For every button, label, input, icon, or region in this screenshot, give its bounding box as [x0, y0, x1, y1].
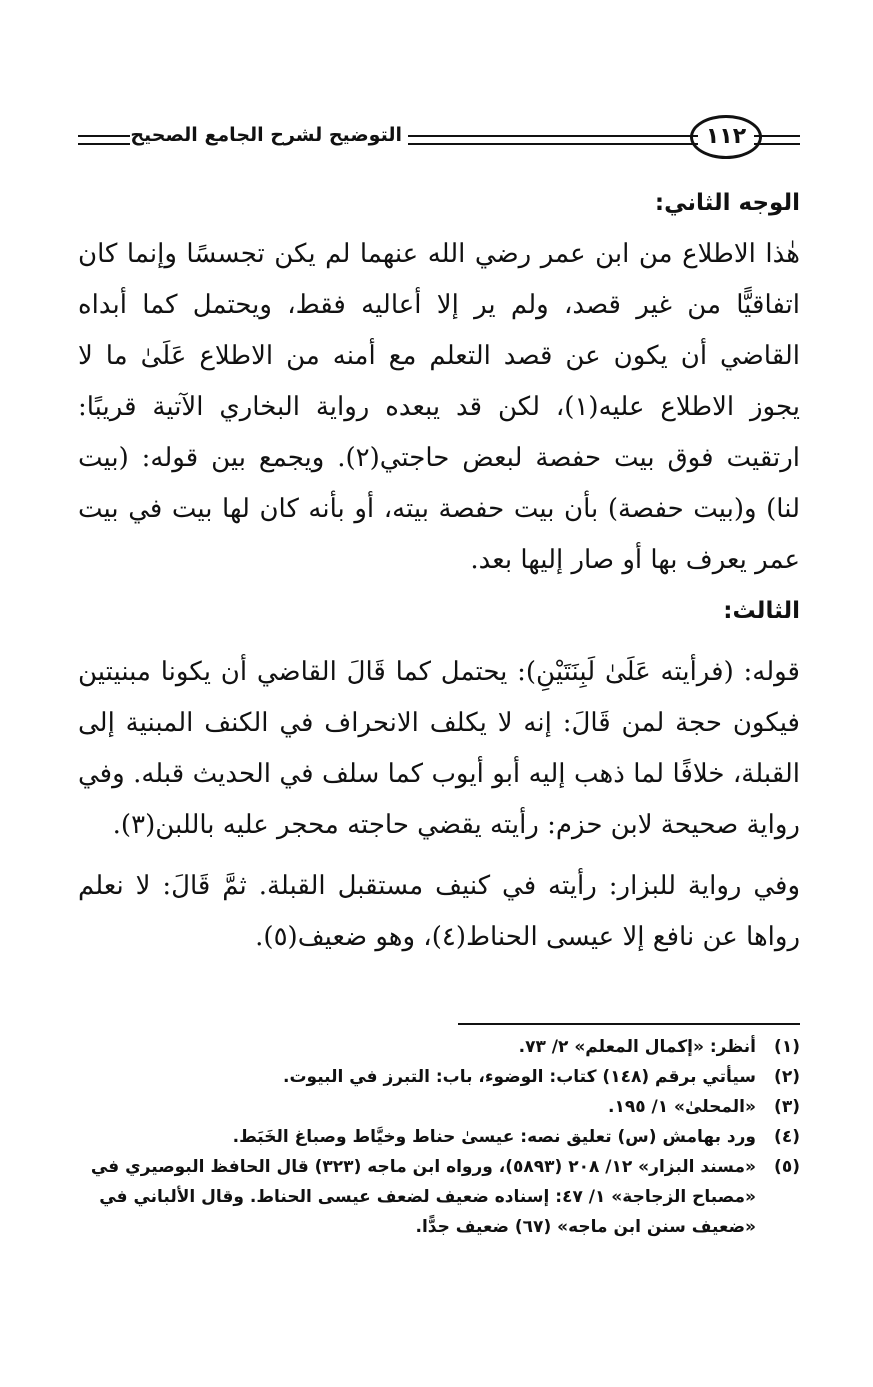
footnotes [78, 1032, 800, 1242]
footnote-number: (١) [774, 1037, 800, 1057]
footnote-5 [78, 1152, 800, 1242]
section-heading-third: الثالث: [723, 598, 800, 624]
footnote-text: «مسند البزار» ١٢/ ٢٠٨ (٥٨٩٣)، ورواه ابن ماجه (٣٢٣) قال الحافظ البوصيري في «مصباح الزجاجة» ١/ ٤٧: إسناده ضعيف لضعف عيسى الحناط. وقال الألباني في «ضعيف سنن ابن ماجه» (٦٧) ضعيف جدًّا. [90, 1157, 756, 1237]
footnote-3 [78, 1092, 800, 1122]
header-rule-middle [408, 135, 698, 145]
running-title: التوضيح لشرح الجامع الصحيح [130, 124, 402, 146]
footnote-4 [78, 1122, 800, 1152]
page-number: ١١٢ [690, 115, 762, 159]
footnote-text: «المحلىٰ» ١/ ١٩٥. [607, 1097, 756, 1117]
main-text [78, 178, 800, 963]
page-header [78, 113, 800, 165]
header-rule-left [78, 135, 130, 145]
section-heading-second-aspect: الوجه الثاني: [654, 190, 800, 216]
footnote-number: (٥) [774, 1157, 800, 1177]
footnote-1 [78, 1032, 800, 1062]
paragraph-third: قوله: (فرأيته عَلَىٰ لَبِنَتَيْنِ): يحتمل كما قَالَ القاضي أن يكونا مبنيتين فيكون حجة لمن قَالَ: إنه لا يكلف الانحراف في الكنف المبنية إلى القبلة، خلافًا لما ذهب إليه أبو أيوب كما سلف في الحديث قبله. وفي رواية صحيحة لابن حزم: رأيته يقضي حاجته محجر عليه باللبن(٣). [78, 657, 800, 840]
footnote-text: سيأتي برقم (١٤٨) كتاب: الوضوء، باب: التبرز في البيوت. [283, 1067, 756, 1087]
footnote-number: (٣) [774, 1097, 800, 1117]
footnote-number: (٤) [774, 1127, 800, 1147]
footnote-separator [458, 1023, 800, 1025]
footnote-number: (٢) [774, 1067, 800, 1087]
footnote-2 [78, 1062, 800, 1092]
paragraph-second-aspect: هٰذا الاطلاع من ابن عمر رضي الله عنهما لم يكن تجسسًا وإنما كان اتفاقيًّا من غير قصد، ولم ير إلا أعاليه فقط، ويحتمل كما أبداه القاضي أن يكون عن قصد التعلم مع أمنه من الاطلاع عَلَىٰ ما لا يجوز الاطلاع عليه(١)، لكن قد يبعده رواية البخاري الآتية قريبًا: ارتقيت فوق بيت حفصة لبعض حاجتي(٢). ويجمع بين قوله: (بيت لنا) و(بيت حفصة) بأن بيت حفصة بيته، أو بأنه كان لها بيت في بيت عمر يعرف بها أو صار إليها بعد. [78, 239, 801, 575]
footnote-text: ورد بهامش (س) تعليق نصه: عيسىٰ حناط وخيَّاط وصباغ الخَبَط. [232, 1127, 756, 1147]
header-rule-right [754, 135, 800, 145]
footnote-text: أنظر: «إكمال المعلم» ٢/ ٧٣. [518, 1037, 756, 1057]
paragraph-bazzar: وفي رواية للبزار: رأيته في كنيف مستقبل القبلة. ثمَّ قَالَ: لا نعلم رواها عن نافع إلا عيسى الحناط(٤)، وهو ضعيف(٥). [78, 871, 800, 952]
